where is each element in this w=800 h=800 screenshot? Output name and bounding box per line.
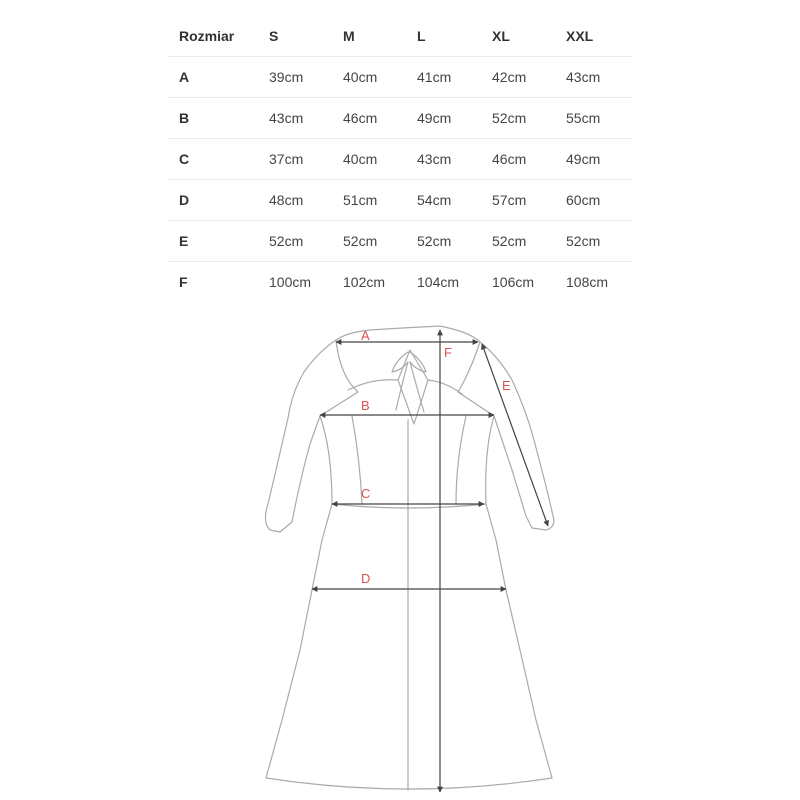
label-d: D [361,571,371,586]
header-size-xxl: XXL [555,16,633,57]
table-cell: 51cm [332,180,406,221]
label-e: E [502,378,511,393]
table-cell: 54cm [406,180,481,221]
table-cell: 102cm [343,274,386,290]
table-cell: 108cm [566,274,609,290]
table-cell: 46cm [332,98,406,139]
label-f: F [444,345,452,360]
table-cell: 57cm [481,180,555,221]
table-row [168,139,633,180]
row-label: A [168,57,258,98]
table-cell: 41cm [406,57,481,98]
dress-measurement-diagram [250,316,570,800]
table-row [168,57,633,98]
dress-outline [265,326,554,790]
table-cell: 46cm [481,139,555,180]
header-size-l: L [406,16,481,57]
size-table [168,16,633,302]
header-size-m: M [332,16,406,57]
table-cell: 60cm [555,180,633,221]
table-cell: 43cm [406,139,481,180]
table-cell: 37cm [258,139,332,180]
table-cell: 52cm [555,221,633,262]
row-label: E [168,221,258,262]
table-row [168,221,633,262]
header-size-label: Rozmiar [168,16,258,57]
label-b: B [361,398,370,413]
table-cell: 104cm [417,274,460,290]
table-cell: 40cm [332,57,406,98]
table-cell: 49cm [555,139,633,180]
table-cell: 52cm [332,221,406,262]
table-cell: 52cm [481,98,555,139]
table-cell: 42cm [481,57,555,98]
row-label: C [168,139,258,180]
table-cell: 40cm [332,139,406,180]
table-row [168,98,633,139]
table-cell: 55cm [555,98,633,139]
row-label: F [179,274,188,290]
table-cell: 52cm [258,221,332,262]
table-cell: 52cm [406,221,481,262]
table-row [168,262,633,303]
row-label: D [168,180,258,221]
label-a: A [361,328,370,343]
table-cell: 43cm [258,98,332,139]
table-header-row [168,16,633,57]
label-c: C [361,486,371,501]
table-cell: 48cm [258,180,332,221]
table-cell: 106cm [492,274,535,290]
table-cell: 52cm [481,221,555,262]
table-cell: 43cm [555,57,633,98]
table-cell: 49cm [406,98,481,139]
table-row [168,180,633,221]
table-cell: 39cm [258,57,332,98]
row-label: B [168,98,258,139]
header-size-xl: XL [481,16,555,57]
header-size-s: S [258,16,332,57]
table-cell: 100cm [269,274,312,290]
